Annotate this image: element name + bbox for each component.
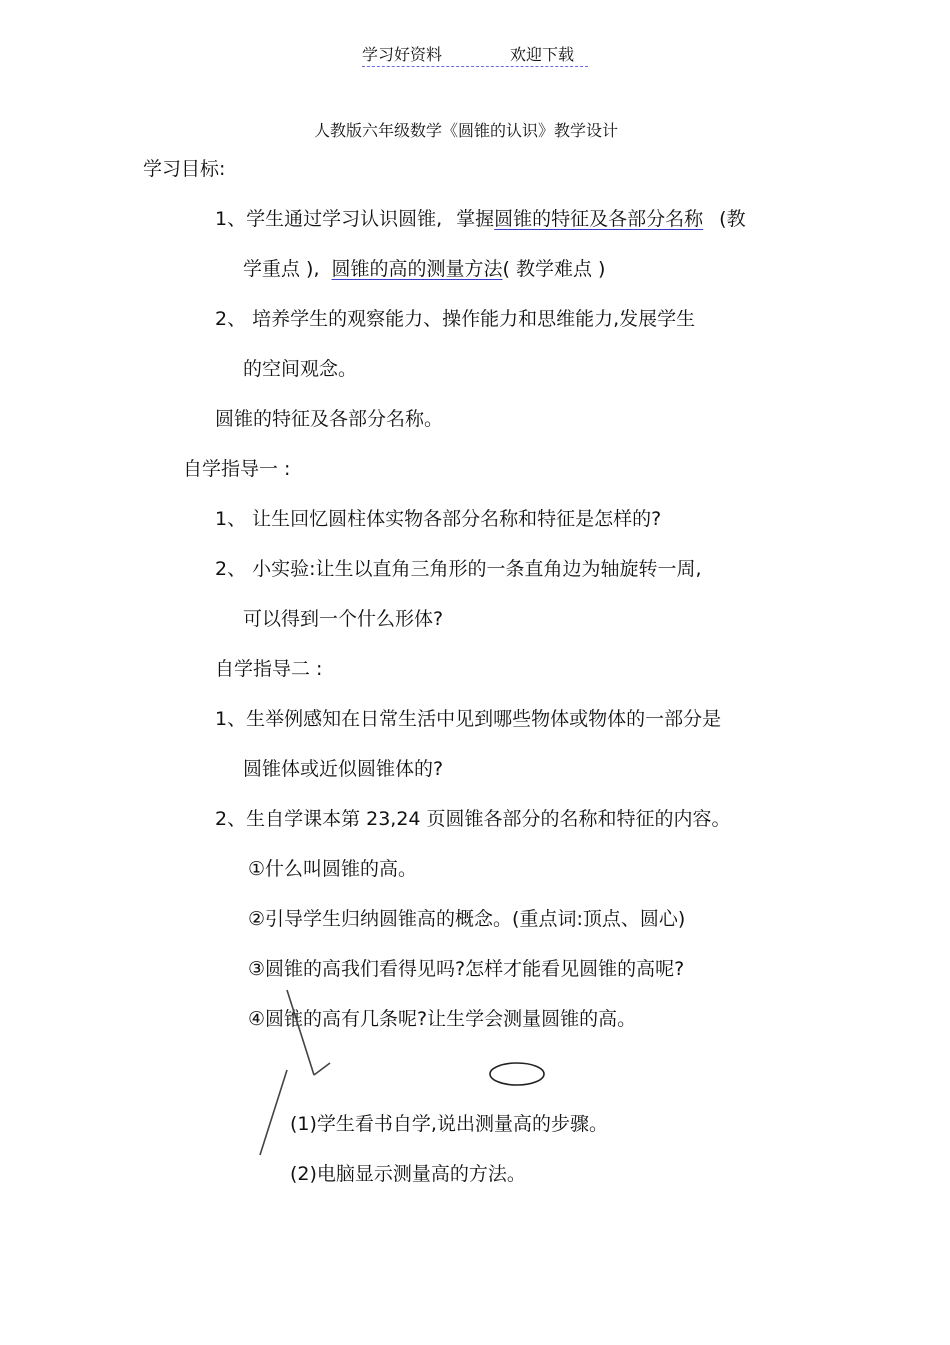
cone-base-ellipse bbox=[490, 1063, 544, 1085]
key-focus: 圆锥的特征及各部分名称。 bbox=[215, 408, 444, 430]
guide-1-item-2: 2、 小实验:让生以直角三角形的一条直角边为轴旋转一周, bbox=[215, 558, 702, 580]
underlined-key-point: 圆锥的特征及各部分名称 bbox=[494, 208, 704, 230]
guide-2-heading: 自学指导二 : bbox=[215, 658, 323, 680]
goal-1-line-1: 1、学生通过学习认识圆锥, 掌握圆锥的特征及各部分名称 (教 bbox=[215, 208, 746, 230]
sub-item-3: ③圆锥的高我们看得见吗?怎样才能看见圆锥的高呢? bbox=[248, 958, 685, 980]
sub-item-2: ②引导学生归纳圆锥高的概念。(重点词:顶点、圆心) bbox=[248, 908, 686, 930]
goal-1-line-2: 学重点 ), 圆锥的高的测量方法( 教学难点 ) bbox=[243, 258, 606, 280]
underlined-difficult-point: 圆锥的高的测量方法 bbox=[331, 258, 503, 280]
guide-2-item-1: 1、生举例感知在日常生活中见到哪些物体或物体的一部分是 bbox=[215, 708, 722, 730]
guide-1-item-2-cont: 可以得到一个什么形体? bbox=[243, 608, 444, 630]
procedure-2: (2)电脑显示测量高的方法。 bbox=[290, 1163, 526, 1185]
header-right: 欢迎下载 bbox=[510, 45, 575, 64]
goal-2-line-2: 的空间观念。 bbox=[243, 358, 358, 380]
cone-slant-line bbox=[287, 990, 314, 1075]
guide-1-item-1: 1、 让生回忆圆柱体实物各部分名称和特征是怎样的? bbox=[215, 508, 662, 530]
cone-height-line bbox=[260, 1070, 287, 1155]
goals-heading: 学习目标: bbox=[143, 158, 226, 180]
guide-2-item-1-cont: 圆锥体或近似圆锥体的? bbox=[243, 758, 444, 780]
guide-1-heading: 自学指导一 : bbox=[183, 458, 291, 480]
header-left: 学习好资料 bbox=[362, 45, 443, 64]
goal-2-line-1: 2、 培养学生的观察能力、操作能力和思维能力,发展学生 bbox=[215, 308, 696, 330]
cone-base-tick bbox=[314, 1063, 330, 1075]
procedure-1: (1)学生看书自学,说出测量高的步骤。 bbox=[290, 1113, 608, 1135]
guide-2-item-2: 2、生自学课本第 23,24 页圆锥各部分的名称和特征的内容。 bbox=[215, 808, 731, 830]
sub-item-4: ④圆锥的高有几条呢?让生学会测量圆锥的高。 bbox=[248, 1008, 637, 1030]
document-title: 人教版六年级数学《圆锥的认识》教学设计 bbox=[314, 121, 619, 140]
sub-item-1: ①什么叫圆锥的高。 bbox=[248, 858, 418, 880]
